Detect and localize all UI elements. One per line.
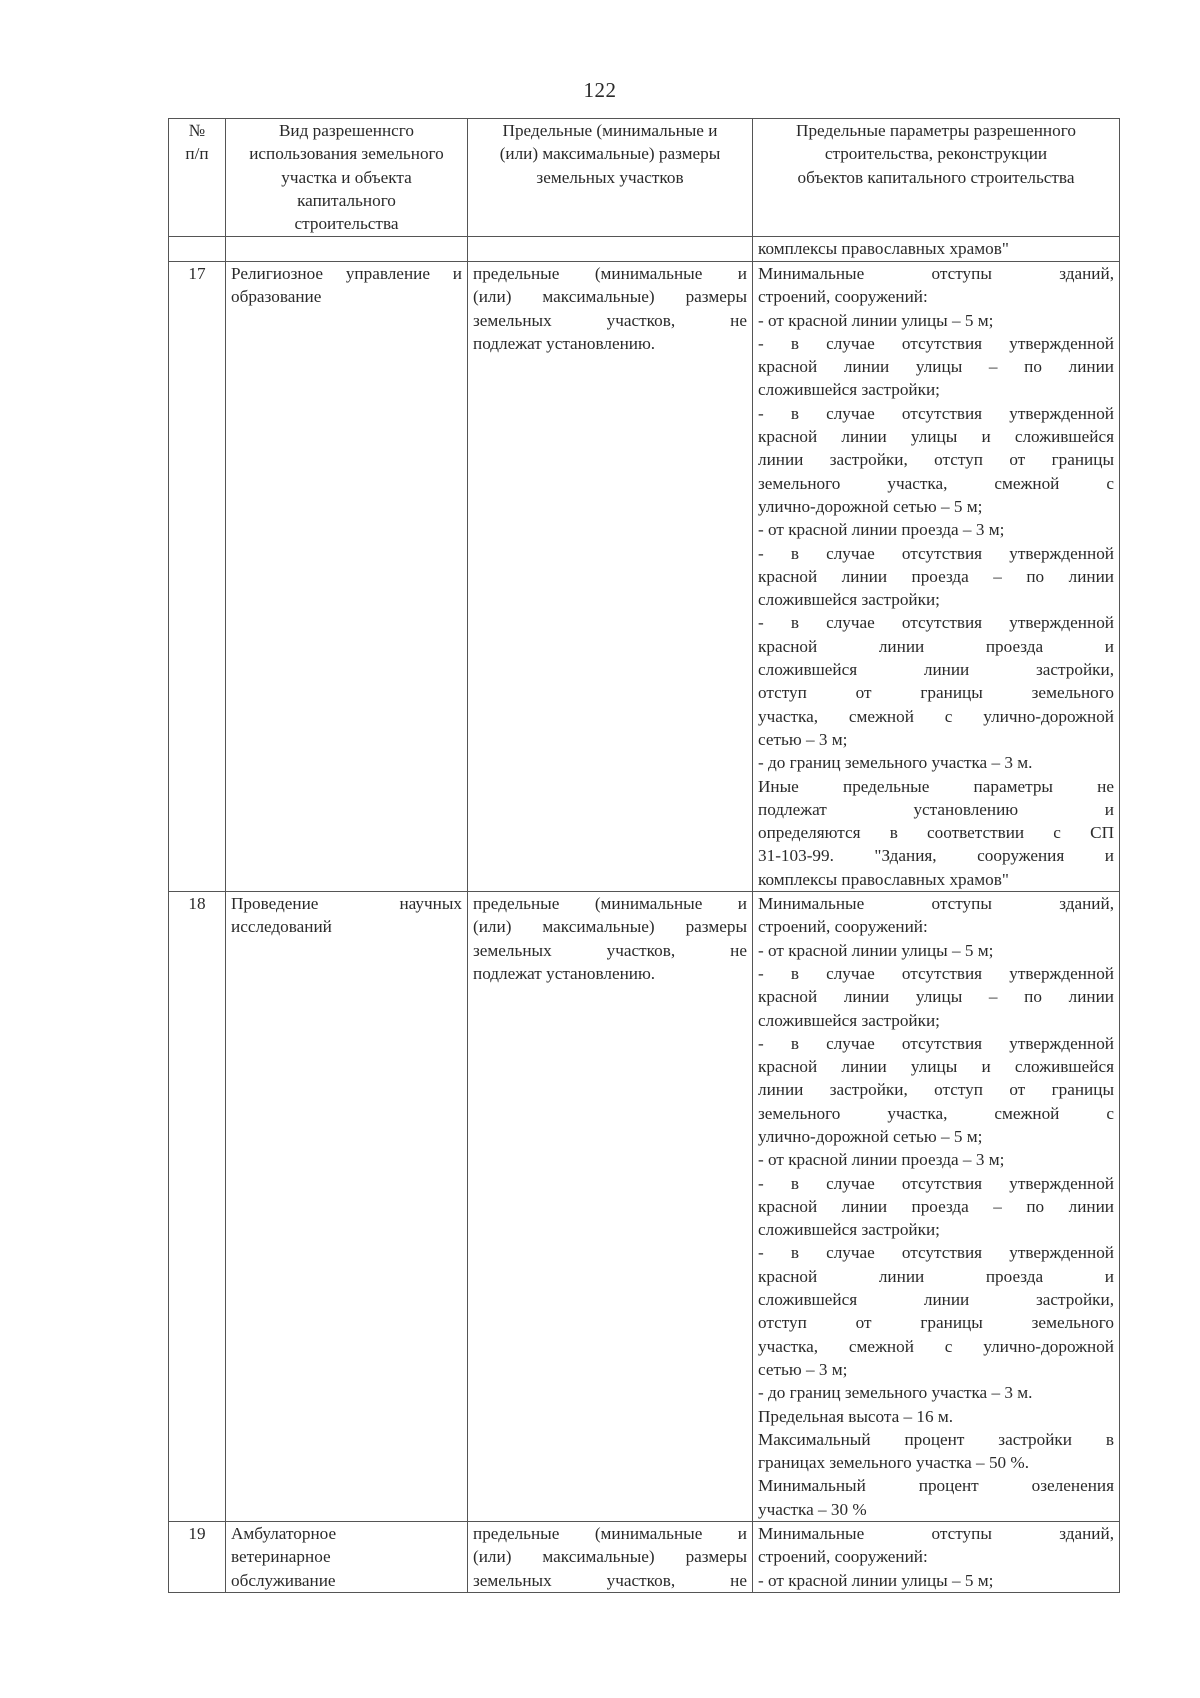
row-plot-sizes: предельные (минимальные и (или) максимальные) размеры земельных участков, не	[468, 1522, 753, 1593]
header-build-params: Предельные параметры разрешенного строительства, реконструкции объектов капитального строительства	[753, 119, 1120, 237]
row-plot-sizes: предельные (минимальные и (или) максимальные) размеры земельных участков, не подлежат установлению.	[468, 262, 753, 892]
row-build-params: Минимальные отступы зданий, строений, сооружений: - от красной линии улицы – 5 м;	[753, 1522, 1120, 1593]
row-use-type: Амбулаторное ветеринарное обслуживание	[226, 1522, 468, 1593]
continuation-row	[169, 237, 1120, 262]
row-number: 17	[169, 262, 226, 892]
row-plot-sizes: предельные (минимальные и (или) максимальные) размеры земельных участков, не подлежат установлению.	[468, 892, 753, 1522]
table-row	[169, 1522, 1120, 1593]
continuation-empty-cell	[468, 237, 753, 262]
continuation-empty-cell	[226, 237, 468, 262]
row-build-params: Минимальные отступы зданий, строений, сооружений: - от красной линии улицы – 5 м; - в случае отсутствия утвержденной красной линии улицы – по линии сложившейся застройки; - в случае отсутствия утвержденной красной линии улицы и сложившейся линии застройки, отступ от границы земельного участка, смежной с улично-дорожной сетью – 5 м; - от красной линии проезда – 3 м; - в случае отсутствия утвержденной красной линии проезда – по линии сложившейся застройки; - в случае отсутствия утвержденной красной линии проезда и сложившейся линии застройки, отступ от границы земельного участка, смежной с улично-дорожной сетью – 3 м; - до границ земельного участка – 3 м. Предельная высота – 16 м. Максимальный процент застройки в границах земельного участка – 50 %. Минимальный процент озеленения участка – 30 %	[753, 892, 1120, 1522]
row-use-type: Религиозное управление и образование	[226, 262, 468, 892]
header-number: № п/п	[169, 119, 226, 237]
page-number: 122	[583, 78, 617, 102]
row-number: 18	[169, 892, 226, 1522]
row-use-type: Проведение научных исследований	[226, 892, 468, 1522]
header-use-type: Вид разрешеннсго использования земельного участка и объекта капитального строительства	[226, 119, 468, 237]
continuation-empty-cell	[169, 237, 226, 262]
continuation-text: комплексы православных храмов"	[753, 237, 1120, 262]
table-header-row	[169, 119, 1120, 237]
row-number: 19	[169, 1522, 226, 1593]
table-row	[169, 262, 1120, 892]
row-build-params: Минимальные отступы зданий, строений, сооружений: - от красной линии улицы – 5 м; - в случае отсутствия утвержденной красной линии улицы – по линии сложившейся застройки; - в случае отсутствия утвержденной красной линии улицы и сложившейся линии застройки, отступ от границы земельного участка, смежной с улично-дорожной сетью – 5 м; - от красной линии проезда – 3 м; - в случае отсутствия утвержденной красной линии проезда – по линии сложившейся застройки; - в случае отсутствия утвержденной красной линии проезда и сложившейся линии застройки, отступ от границы земельного участка, смежной с улично-дорожной сетью – 3 м; - до границ земельного участка – 3 м. Иные предельные параметры не подлежат установлению и определяются в соответствии с СП 31-103-99. "Здания, сооружения и комплексы православных храмов"	[753, 262, 1120, 892]
table-row	[169, 892, 1120, 1522]
zoning-table	[168, 118, 1120, 1593]
header-plot-sizes: Предельные (минимальные и (или) максимальные) размеры земельных участков	[468, 119, 753, 237]
